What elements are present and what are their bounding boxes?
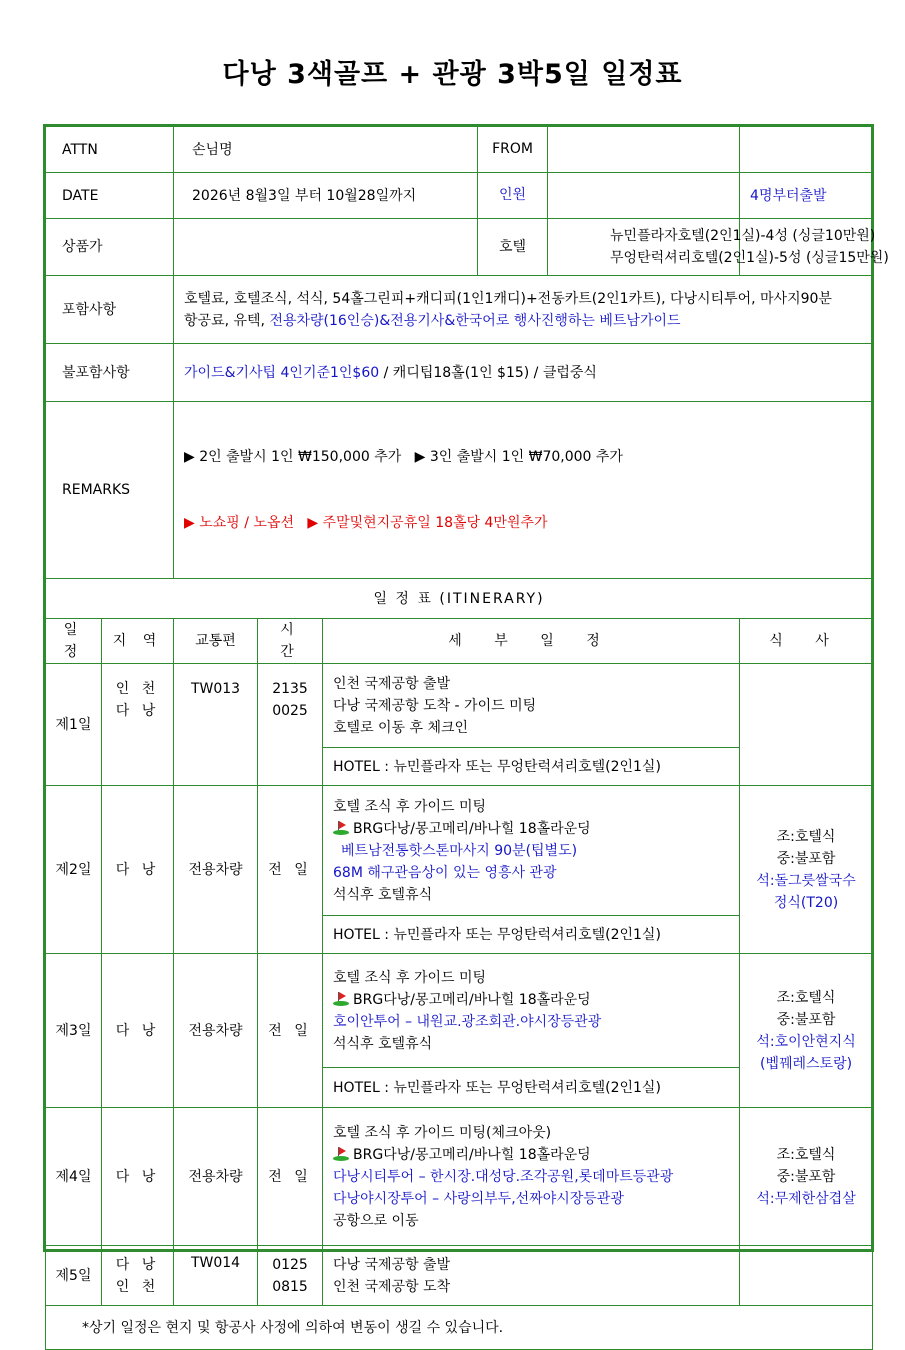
header-meal: 식 사 — [740, 619, 873, 664]
day3-meals: 조:호텔식 중:불포함 석:호이안현지식 (벱꿰레스토랑) — [740, 954, 873, 1108]
footnote: *상기 일정은 현지 및 항공사 사정에 의하여 변동이 생길 수 있습니다. — [46, 1306, 873, 1350]
day4-schedule: 호텔 조식 후 가이드 미팅(체크아웃) BRG다낭/몽고메리/바나힐 18홀라운딩 다낭시티투어 – 한시장.대성당.조각공원,롯데마트등관광 다낭야시장투어 – 사랑의부두,선짜야시장등관광 공항으로 이동 — [323, 1108, 740, 1246]
golf-flag-icon — [333, 1147, 349, 1161]
remarks-label: REMARKS — [46, 402, 174, 579]
day5-schedule: 다낭 국제공항 출발 인천 국제공항 도착 — [323, 1246, 740, 1306]
exclude-value: 가이드&기사팁 4인기준1인$60 / 캐디팁18홀(1인 $15) / 클럽중식 — [174, 344, 873, 402]
itinerary-title-row — [46, 579, 873, 619]
header-transport: 교통편 — [174, 619, 258, 664]
date-row — [46, 173, 873, 219]
day3-transport: 전용차량 — [174, 954, 258, 1108]
day2-meals: 조:호텔식 중:불포함 석:돌그릇쌀국수 정식(T20) — [740, 786, 873, 954]
date-label: DATE — [46, 173, 174, 219]
day4-meals: 조:호텔식 중:불포함 석:무제한삼겹살 — [740, 1108, 873, 1246]
day2-time: 전 일 — [258, 786, 323, 954]
day1-schedule: 인천 국제공항 출발 다낭 국제공항 도착 - 가이드 미팅 호텔로 이동 후 체크인 — [323, 664, 740, 748]
header-region: 지 역 — [102, 619, 174, 664]
day3-schedule: 호텔 조식 후 가이드 미팅 BRG다낭/몽고메리/바나힐 18홀라운딩 호이안투어 – 내원교.광조회관.야시장등관광 석식후 호텔휴식 — [323, 954, 740, 1068]
day1-hotel: HOTEL : 뉴민플라자 또는 무엉탄럭셔리호텔(2인1실) — [323, 748, 740, 786]
day1-label: 제1일 — [46, 664, 102, 786]
day3-label: 제3일 — [46, 954, 102, 1108]
day5-row — [46, 1246, 873, 1306]
day2-schedule: 호텔 조식 후 가이드 미팅 BRG다낭/몽고메리/바나힐 18홀라운딩 베트남전통핫스톤마사지 90분(팁별도) 68M 해구관음상이 있는 영흥사 관광 석식후 호텔휴식 — [323, 786, 740, 916]
hotel-value: 뉴민플라자호텔(2인1실)-4성 (싱글10만원) 무엉탄럭셔리호텔(2인1실)-5성 (싱글15만원) — [740, 219, 873, 276]
day4-time: 전 일 — [258, 1108, 323, 1246]
day1-meals — [740, 664, 873, 786]
remarks-value: ▶ 2인 출발시 1인 ₩150,000 추가 ▶ 3인 출발시 1인 ₩70,000 추가 ▶ 노쇼핑 / 노옵션 ▶ 주말및현지공휴일 18홀당 4만원추가 — [174, 402, 873, 579]
price-label: 상품가 — [46, 219, 174, 276]
day5-meals — [740, 1246, 873, 1306]
day3-row — [46, 954, 873, 1068]
from-label: FROM — [477, 127, 548, 172]
day2-row — [46, 786, 873, 916]
include-row — [46, 276, 873, 344]
include-label: 포함사항 — [46, 276, 174, 344]
day3-time: 전 일 — [258, 954, 323, 1108]
golf-flag-icon — [333, 992, 349, 1006]
from-value — [740, 127, 873, 173]
column-header-row — [46, 619, 873, 664]
header-day: 일 정 — [46, 619, 102, 664]
day4-row — [46, 1108, 873, 1246]
itinerary-title: 일 정 표 (ITINERARY) — [46, 579, 873, 619]
day2-transport: 전용차량 — [174, 786, 258, 954]
page-title: 다낭 3색골프 + 관광 3박5일 일정표 — [222, 59, 683, 90]
attn-label: ATTN — [46, 127, 174, 173]
people-value: 4명부터출발 — [740, 173, 873, 219]
day3-region: 다 낭 — [102, 954, 174, 1108]
day5-time: 0125 0815 — [258, 1246, 323, 1306]
day5-region: 다 낭 인 천 — [102, 1246, 174, 1306]
exclude-row — [46, 344, 873, 402]
remarks-row — [46, 402, 873, 579]
attn-row — [46, 127, 873, 173]
day4-region: 다 낭 — [102, 1108, 174, 1246]
day1-time: 2135 0025 — [258, 664, 323, 786]
day5-transport: TW014 — [174, 1246, 258, 1306]
people-label: 인원 — [477, 173, 548, 218]
day4-label: 제4일 — [46, 1108, 102, 1246]
day1-row — [46, 664, 873, 748]
hotel-label: 호텔 — [477, 219, 548, 275]
header-time: 시 간 — [258, 619, 323, 664]
price-row — [46, 219, 873, 276]
day1-region: 인 천 다 낭 — [102, 664, 174, 786]
footnote-row — [46, 1306, 873, 1350]
day2-label: 제2일 — [46, 786, 102, 954]
day2-hotel: HOTEL : 뉴민플라자 또는 무엉탄럭셔리호텔(2인1실) — [323, 916, 740, 954]
header-detail: 세 부 일 정 — [323, 619, 740, 664]
day2-region: 다 낭 — [102, 786, 174, 954]
day4-transport: 전용차량 — [174, 1108, 258, 1246]
exclude-label: 불포함사항 — [46, 344, 174, 402]
date-value: 2026년 8월3일 부터 10월28일까지 인원 — [174, 173, 740, 219]
golf-flag-icon — [333, 821, 349, 835]
include-value: 호텔료, 호텔조식, 석식, 54홀그린피+캐디피(1인1캐디)+전동카트(2인1카트), 다낭시티투어, 마사지90분 항공료, 유텍, 전용차량(16인승)&전용기사&한국어로 행사진행하는 베트남가이드 — [174, 276, 873, 344]
attn-value: 손님명 FROM — [174, 127, 740, 173]
itinerary-table — [45, 126, 889, 1350]
day5-label: 제5일 — [46, 1246, 102, 1306]
day1-transport: TW013 — [174, 664, 258, 786]
day3-hotel: HOTEL : 뉴민플라자 또는 무엉탄럭셔리호텔(2인1실) — [323, 1068, 740, 1108]
